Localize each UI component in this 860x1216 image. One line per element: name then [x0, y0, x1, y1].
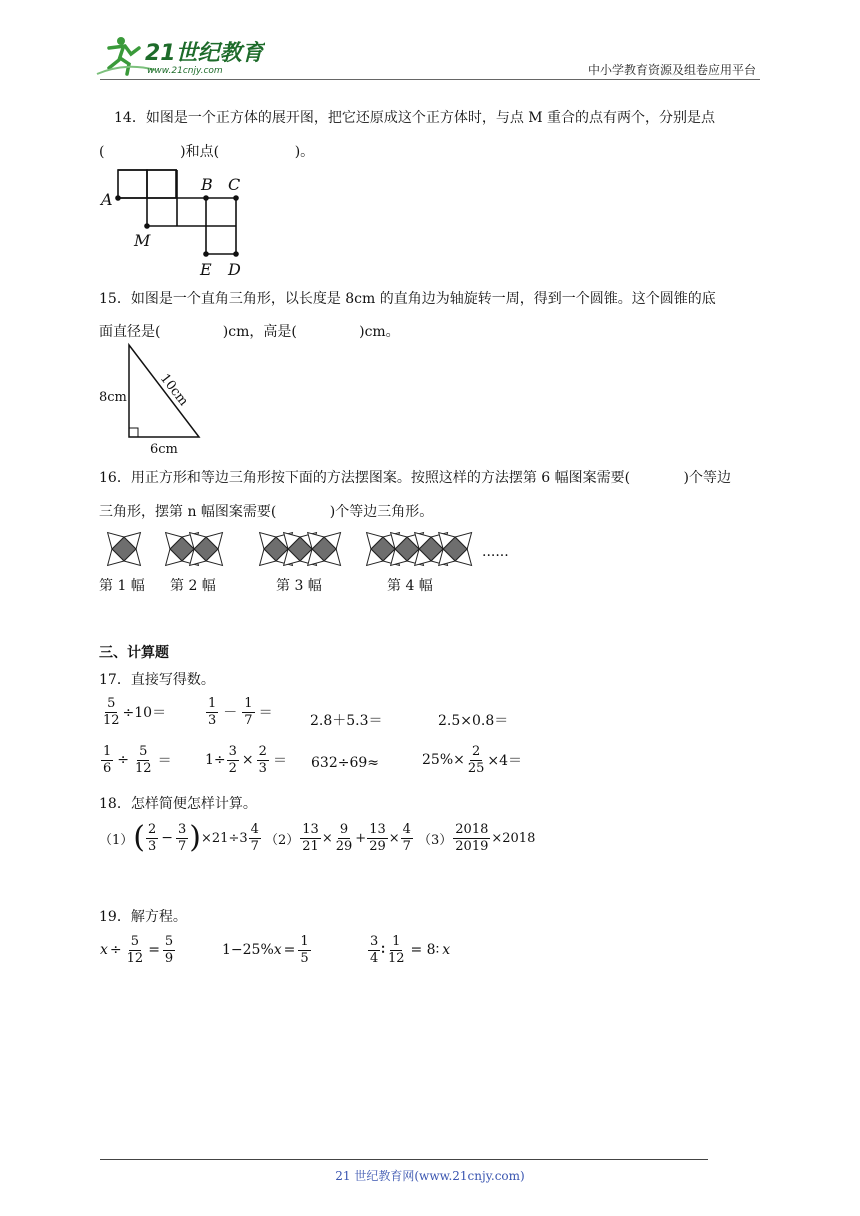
q18-title: 18．怎样简便怎样计算。 — [99, 796, 257, 812]
label-m: M — [134, 231, 151, 250]
q19-e1: x ÷ $\frac{5}{12}$ = $\frac{5}{9}$ — [100, 934, 174, 966]
q17-r2-b: 1÷ $\frac{3}{2}$ × $\frac{2}{3}$ ＝ — [205, 744, 287, 776]
q17-r1-c: 2.8＋5.3＝ — [310, 713, 383, 729]
caption-1: 第 1 幅 — [99, 578, 145, 594]
q19-e2: 1−25% x = $\frac{1}{5}$ — [222, 934, 309, 966]
caption-4: 第 4 幅 — [387, 578, 433, 594]
q14-text-1: 14．如图是一个正方体的展开图，把它还原成这个正方体时，与点 M 重合的点有两个，分别是点 — [114, 110, 716, 126]
footer-divider — [100, 1159, 708, 1160]
section-title: 三、计算题 — [99, 645, 169, 661]
q18-p3: （3） $\frac{2018}{2019}$ ×2018 — [418, 822, 536, 854]
q18-p2: （2） $\frac{13}{21}$ × $\frac{9}{29}$ + $\frac{13}{29}$ × $\frac{4}{7}$ — [265, 822, 411, 854]
label-c: C — [228, 175, 241, 194]
q18-p1: （1） ( $\frac{2}{3}$ − $\frac{3}{7}$ ) ×21÷3 $\frac{4}{7}$ — [99, 820, 259, 856]
q19-e3: $\frac{3}{4}$ ∶ $\frac{1}{12}$ = 8∶ x — [370, 934, 451, 966]
q16-text-1: 16．用正方形和等边三角形按下面的方法摆图案。按照这样的方法摆第 6 幅图案需要( )个等边 — [99, 470, 731, 486]
point-c — [233, 195, 239, 201]
label-d: D — [228, 260, 241, 279]
caption-3: 第 3 幅 — [276, 578, 322, 594]
q16-text-2: 三角形，摆第 n 幅图案需要( )个等边三角形。 — [99, 504, 434, 520]
point-m — [144, 223, 150, 229]
label-e: E — [200, 260, 212, 279]
point-b — [203, 195, 209, 201]
q17-title: 17．直接写得数。 — [99, 672, 215, 688]
q15-text-2: 面直径是( )cm，高是( )cm。 — [99, 324, 400, 340]
right-triangle-figure — [98, 340, 208, 458]
header-divider — [100, 79, 760, 80]
logo-url: www.21cnjy.com — [147, 66, 223, 76]
q19-title: 19．解方程。 — [99, 909, 187, 925]
caption-2: 第 2 幅 — [170, 578, 216, 594]
cube-net-figure — [98, 168, 258, 280]
point-e — [203, 251, 209, 257]
point-d — [233, 251, 239, 257]
q15-text-1: 15．如图是一个直角三角形，以长度是 8cm 的直角边为轴旋转一周，得到一个圆锥。这个圆锥的底 — [99, 291, 716, 307]
site-logo — [95, 34, 265, 78]
label-8cm: 8cm — [99, 390, 127, 405]
footer-text: 21 世纪教育网(www.21cnjy.com) — [335, 1169, 525, 1183]
label-10cm: 10cm — [156, 371, 191, 409]
pattern-ellipsis: ...... — [482, 544, 509, 560]
q17-r2-c: 632÷69≈ — [311, 755, 379, 771]
pattern-figure — [98, 526, 518, 574]
q17-r2-d: 25%× $\frac{2}{25}$ ×4＝ — [422, 744, 523, 776]
label-6cm: 6cm — [150, 442, 178, 457]
logo-text: 21世纪教育 — [145, 41, 264, 66]
point-a — [115, 195, 121, 201]
label-a: A — [101, 190, 113, 209]
q17-r2-a: $\frac{1}{6}$ ÷ $\frac{5}{12}$ ＝ — [103, 744, 172, 776]
q17-r1-a: $\frac{5}{12}$ ÷10＝ — [103, 696, 167, 728]
platform-text: 中小学教育资源及组卷应用平台 — [587, 63, 756, 77]
q14-text-2: ( )和点( )。 — [99, 144, 315, 160]
label-b: B — [201, 175, 213, 194]
q17-r1-d: 2.5×0.8＝ — [438, 713, 509, 729]
q17-r1-b: $\frac{1}{3}$ － $\frac{1}{7}$ ＝ — [208, 696, 273, 728]
